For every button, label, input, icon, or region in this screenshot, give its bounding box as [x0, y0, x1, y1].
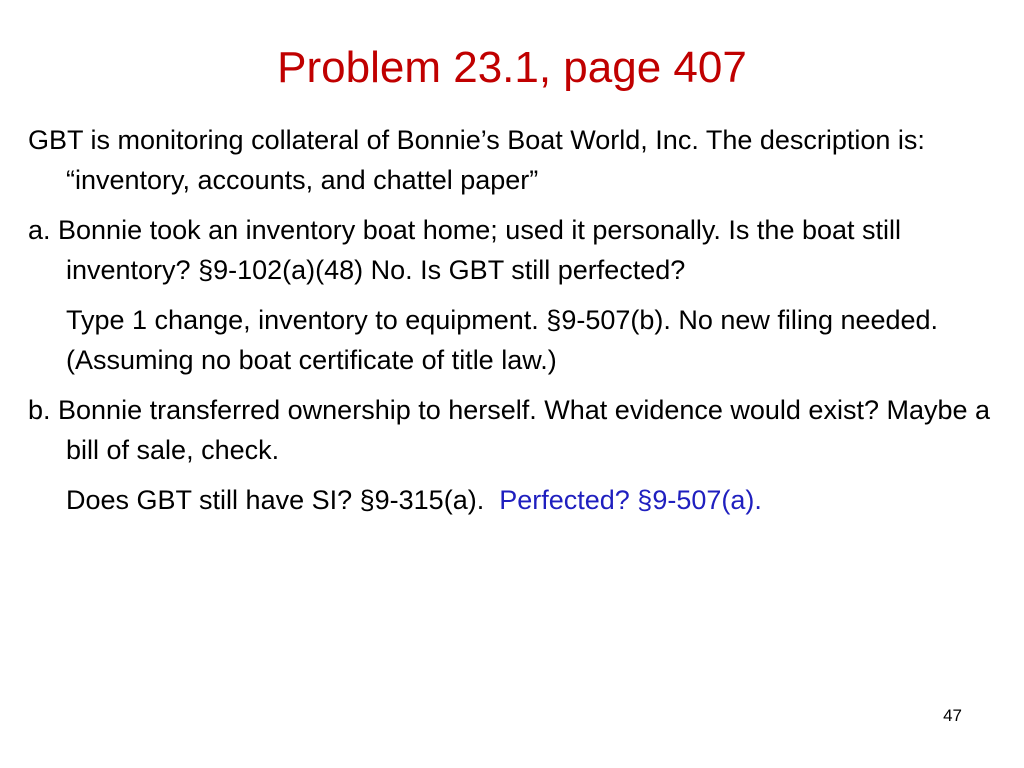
- paragraph-b: b. Bonnie transferred ownership to herself. What evidence would exist? Maybe a bill of sale, check.: [28, 395, 991, 465]
- slide-title: Problem 23.1, page 407: [277, 43, 747, 92]
- paragraph-intro: GBT is monitoring collateral of Bonnie’s Boat World, Inc. The description is: “inventory, accounts, and chattel paper”: [28, 125, 925, 195]
- paragraph-b-sub-text: Does GBT still have SI? §9-315(a).: [66, 485, 485, 515]
- slide-body: [28, 120, 1018, 530]
- paragraph-a-sub: Type 1 change, inventory to equipment. §9-507(b). No new filing needed. (Assuming no boat certificate of title law.): [66, 305, 939, 375]
- paragraph-a: a. Bonnie took an inventory boat home; used it personally. Is the boat still inventory? §9-102(a)(48) No. Is GBT still perfected?: [28, 215, 902, 285]
- paragraph-b-sub: [28, 480, 1018, 520]
- paragraph-b-sub-highlight: Perfected? §9-507(a).: [499, 485, 762, 515]
- page-number: 47: [943, 706, 962, 725]
